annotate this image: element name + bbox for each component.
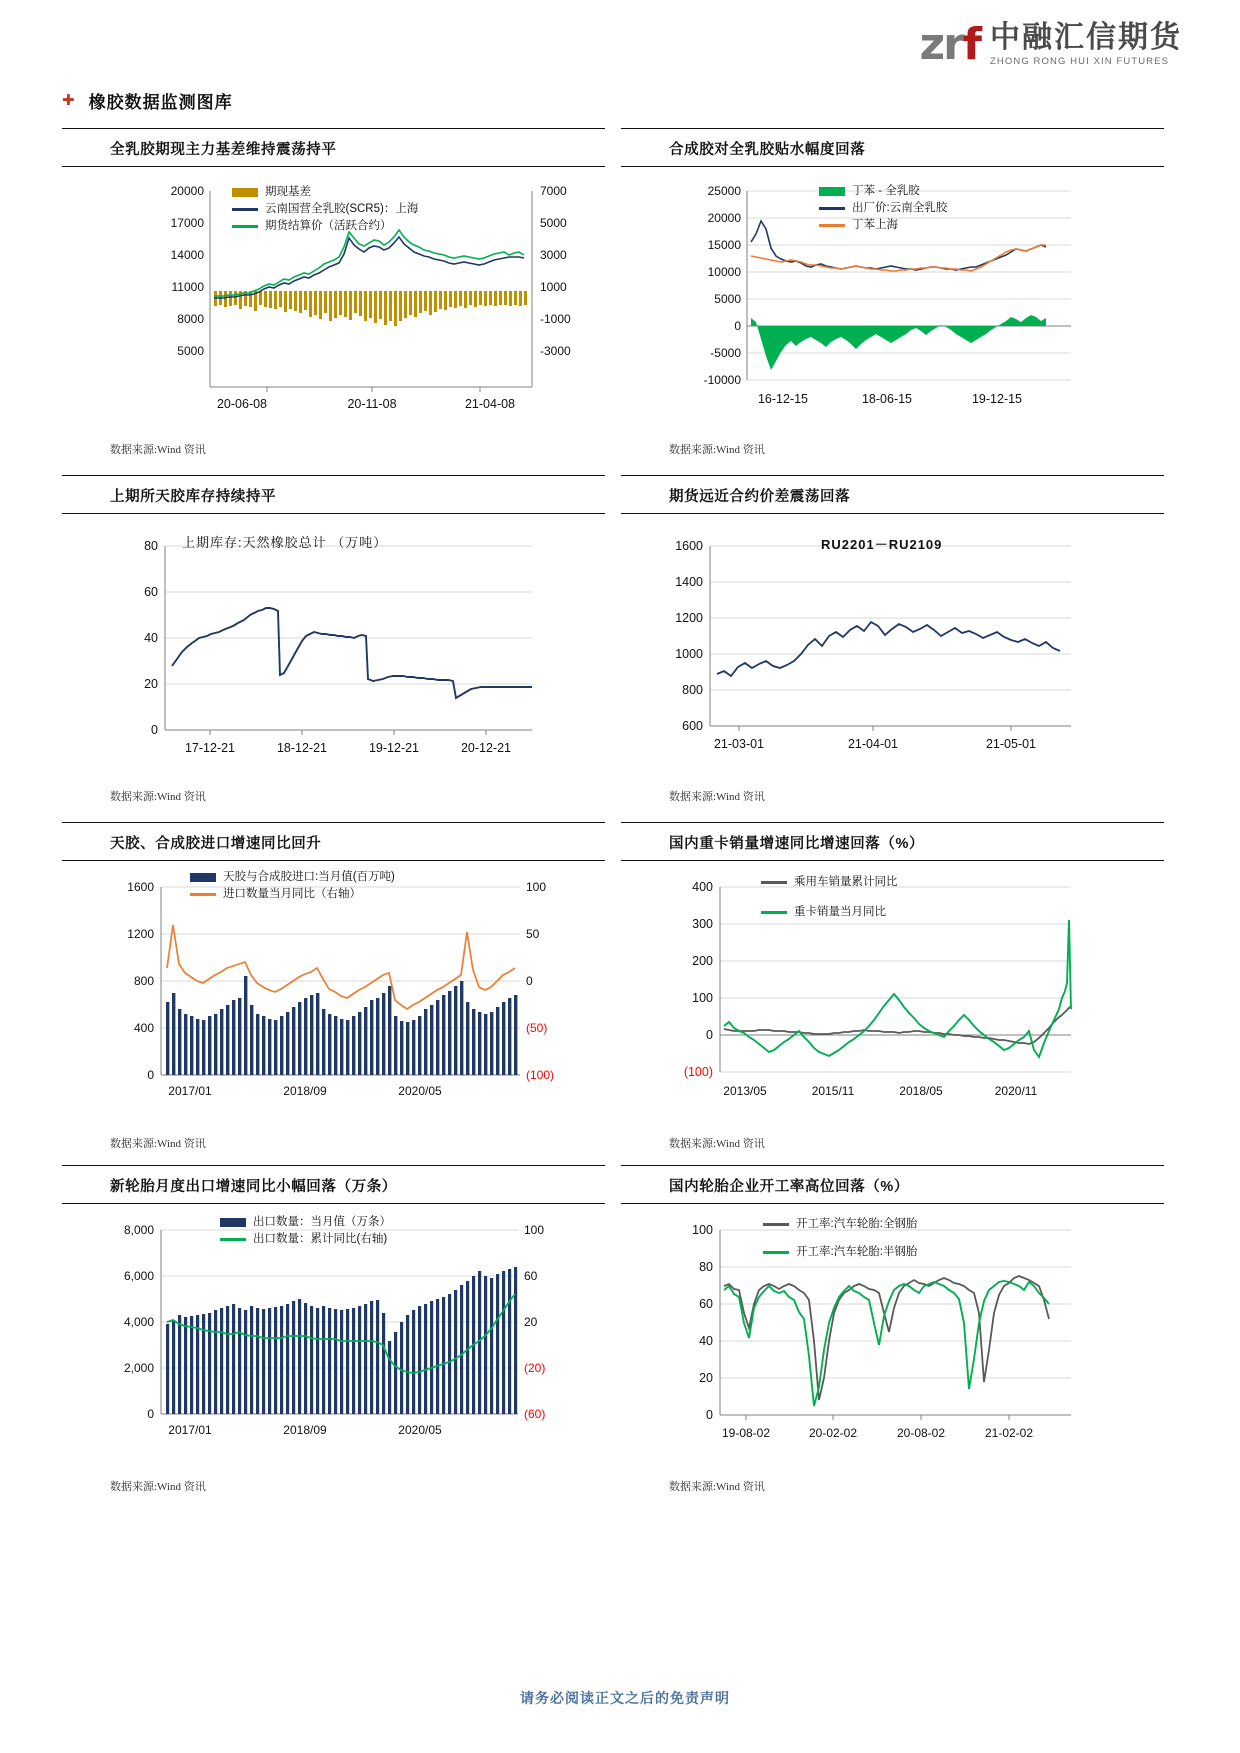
legend-label: 丁苯上海 xyxy=(852,219,898,231)
svg-text:2017/01: 2017/01 xyxy=(168,1084,212,1098)
brand-logo xyxy=(919,18,1182,70)
brand-mark-left: zr xyxy=(919,18,963,70)
svg-text:19-08-02: 19-08-02 xyxy=(721,1426,771,1440)
svg-text:17-12-21: 17-12-21 xyxy=(184,741,236,755)
svg-text:-1000: -1000 xyxy=(540,312,571,326)
chart-panel-5 xyxy=(62,822,621,1151)
chart-title-4: 期货远近合约价差震荡回落 xyxy=(621,475,1164,514)
svg-text:60: 60 xyxy=(699,1297,713,1311)
chart-source-4: 数据来源:Wind 资讯 xyxy=(669,791,765,803)
svg-text:-3000: -3000 xyxy=(540,344,571,358)
chart-title-2: 合成胶对全乳胶贴水幅度回落 xyxy=(621,128,1164,167)
svg-text:2017/01: 2017/01 xyxy=(168,1423,212,1437)
svg-text:20: 20 xyxy=(524,1315,538,1329)
legend-swatch xyxy=(763,1251,789,1254)
chart-panel-6 xyxy=(621,822,1180,1151)
legend-swatch xyxy=(220,1218,246,1227)
svg-text:18-12-21: 18-12-21 xyxy=(276,741,328,755)
svg-text:(50): (50) xyxy=(526,1021,548,1035)
svg-text:60: 60 xyxy=(524,1269,538,1283)
svg-text:2,000: 2,000 xyxy=(123,1361,154,1375)
chart-source-5: 数据来源:Wind 资讯 xyxy=(110,1138,206,1150)
legend-label: 乘用车销量累计同比 xyxy=(794,876,898,888)
svg-text:2018/09: 2018/09 xyxy=(283,1423,327,1437)
chart-title-7: 新轮胎月度出口增速同比小幅回落（万条） xyxy=(62,1165,605,1204)
svg-text:16-12-15: 16-12-15 xyxy=(757,392,809,406)
chart-row-3 xyxy=(62,822,1180,1151)
svg-text:1000: 1000 xyxy=(675,647,703,661)
chart-legend-5 xyxy=(190,871,395,905)
chart-source-2: 数据来源:Wind 资讯 xyxy=(669,444,765,456)
svg-text:0: 0 xyxy=(706,1408,713,1422)
svg-text:21-04-01: 21-04-01 xyxy=(847,737,899,751)
svg-text:40: 40 xyxy=(699,1334,713,1348)
svg-text:400: 400 xyxy=(133,1021,154,1035)
chart-panel-7 xyxy=(62,1165,621,1494)
legend-label: 重卡销量当月同比 xyxy=(794,906,886,918)
svg-text:60: 60 xyxy=(144,585,158,599)
chart-legend-7 xyxy=(220,1216,391,1250)
svg-text:14000: 14000 xyxy=(170,248,204,262)
svg-text:2018/09: 2018/09 xyxy=(283,1084,327,1098)
svg-text:-10000: -10000 xyxy=(703,373,741,387)
chart-svg-4 xyxy=(621,524,1161,774)
chart-row-1 xyxy=(62,128,1180,457)
svg-text:-5000: -5000 xyxy=(710,346,741,360)
chart-source-8: 数据来源:Wind 资讯 xyxy=(669,1481,765,1493)
legend-swatch xyxy=(232,208,258,211)
legend-label: 云南国营全乳胶(SCR5)：上海 xyxy=(265,203,419,215)
chart-canvas-8 xyxy=(621,1214,1180,1472)
svg-text:21-05-01: 21-05-01 xyxy=(985,737,1037,751)
svg-text:(100): (100) xyxy=(683,1065,713,1079)
svg-text:20-11-08: 20-11-08 xyxy=(347,397,397,411)
svg-text:1000: 1000 xyxy=(540,280,567,294)
chart-source-3: 数据来源:Wind 资讯 xyxy=(110,791,206,803)
svg-text:2018/05: 2018/05 xyxy=(899,1084,943,1098)
legend-swatch xyxy=(190,893,216,896)
svg-text:5000: 5000 xyxy=(540,216,567,230)
svg-text:18-06-15: 18-06-15 xyxy=(861,392,913,406)
legend-swatch xyxy=(232,225,258,228)
chart-title-8: 国内轮胎企业开工率高位回落（%） xyxy=(621,1165,1164,1204)
svg-text:17000: 17000 xyxy=(170,216,204,230)
legend-swatch xyxy=(819,187,845,196)
chart-canvas-6 xyxy=(621,871,1180,1129)
chart-canvas-4 xyxy=(621,524,1180,782)
svg-text:3000: 3000 xyxy=(540,248,567,262)
legend-swatch xyxy=(232,188,258,197)
svg-text:0: 0 xyxy=(526,974,533,988)
svg-text:1200: 1200 xyxy=(675,611,703,625)
svg-text:25000: 25000 xyxy=(707,184,741,198)
svg-text:0: 0 xyxy=(734,319,741,333)
legend-swatch xyxy=(220,1238,246,1241)
chart-svg-3 xyxy=(62,524,602,774)
svg-text:200: 200 xyxy=(692,954,713,968)
legend-swatch xyxy=(763,1223,789,1226)
svg-text:80: 80 xyxy=(699,1260,713,1274)
svg-text:400: 400 xyxy=(692,880,713,894)
svg-text:19-12-21: 19-12-21 xyxy=(368,741,420,755)
svg-text:100: 100 xyxy=(692,1223,713,1237)
chart-panel-3 xyxy=(62,475,621,804)
chart-title-3: 上期所天胶库存持续持平 xyxy=(62,475,605,514)
legend-swatch xyxy=(761,911,787,914)
chart-title-5: 天胶、合成胶进口增速同比回升 xyxy=(62,822,605,861)
svg-text:40: 40 xyxy=(144,631,158,645)
svg-text:2020/11: 2020/11 xyxy=(994,1084,1038,1098)
svg-text:2013/05: 2013/05 xyxy=(723,1084,767,1098)
chart-source-6: 数据来源:Wind 资讯 xyxy=(669,1138,765,1150)
footer-note xyxy=(0,1688,1240,1708)
svg-text:20000: 20000 xyxy=(707,211,741,225)
legend-label: 进口数量当月同比（右轴） xyxy=(223,888,361,900)
svg-text:(100): (100) xyxy=(526,1068,555,1082)
svg-text:21-04-08: 21-04-08 xyxy=(464,397,516,411)
chart-canvas-2 xyxy=(621,177,1180,435)
svg-text:(20): (20) xyxy=(524,1361,546,1375)
svg-text:1200: 1200 xyxy=(127,927,154,941)
chart-legend-6 xyxy=(761,876,898,923)
svg-text:1600: 1600 xyxy=(127,880,154,894)
svg-text:1400: 1400 xyxy=(675,575,703,589)
chart-panel-4 xyxy=(621,475,1180,804)
svg-text:20-06-08: 20-06-08 xyxy=(216,397,268,411)
svg-text:0: 0 xyxy=(147,1407,154,1421)
svg-text:21-02-02: 21-02-02 xyxy=(984,1426,1034,1440)
brand-mark xyxy=(919,18,980,70)
svg-text:10000: 10000 xyxy=(707,265,741,279)
svg-text:0: 0 xyxy=(151,723,158,737)
svg-text:6,000: 6,000 xyxy=(123,1269,154,1283)
legend-label: 出口数量：累计同比(右轴) xyxy=(253,1233,388,1245)
svg-text:20000: 20000 xyxy=(170,184,204,198)
chart-source-1: 数据来源:Wind 资讯 xyxy=(110,444,206,456)
chart-panel-2 xyxy=(621,128,1180,457)
chart-title-1: 全乳胶期现主力基差维持震荡持平 xyxy=(62,128,605,167)
svg-text:11000: 11000 xyxy=(171,280,204,294)
legend-label: 期现基差 xyxy=(265,186,311,198)
chart-canvas-7 xyxy=(62,1214,621,1472)
svg-text:100: 100 xyxy=(526,880,547,894)
chart-canvas-1 xyxy=(62,177,621,435)
svg-text:19-12-15: 19-12-15 xyxy=(971,392,1023,406)
svg-text:100: 100 xyxy=(524,1223,545,1237)
legend-label: 开工率:汽车轮胎:全钢胎 xyxy=(796,1218,918,1230)
svg-text:20: 20 xyxy=(144,677,158,691)
svg-text:5000: 5000 xyxy=(177,344,204,358)
chart-legend-2 xyxy=(819,185,947,236)
chart-row-4 xyxy=(62,1165,1180,1494)
charts-grid xyxy=(62,128,1180,1494)
svg-text:4,000: 4,000 xyxy=(123,1315,154,1329)
svg-text:2020/05: 2020/05 xyxy=(398,1423,442,1437)
svg-text:800: 800 xyxy=(133,974,154,988)
svg-text:100: 100 xyxy=(692,991,713,1005)
svg-text:80: 80 xyxy=(144,539,158,553)
chart-title-6: 国内重卡销量增速同比增速回落（%） xyxy=(621,822,1164,861)
page-title-row xyxy=(62,88,233,113)
chart-svg-5 xyxy=(62,871,602,1121)
legend-swatch xyxy=(819,224,845,227)
page-title: 橡胶数据监测图库 xyxy=(88,93,233,112)
svg-text:0: 0 xyxy=(706,1028,713,1042)
svg-text:5000: 5000 xyxy=(714,292,741,306)
legend-label: 出口数量：当月值（万条） xyxy=(253,1216,391,1228)
page-header xyxy=(0,0,1240,88)
svg-text:50: 50 xyxy=(526,927,540,941)
plus-icon: ✚ xyxy=(62,92,75,109)
svg-text:20-02-02: 20-02-02 xyxy=(808,1426,858,1440)
svg-text:20-08-02: 20-08-02 xyxy=(896,1426,946,1440)
legend-label: 出厂价:云南全乳胶 xyxy=(852,202,948,214)
legend-label: 丁苯 - 全乳胶 xyxy=(852,185,920,197)
chart-legend-8 xyxy=(763,1218,917,1263)
chart-canvas-3 xyxy=(62,524,621,782)
footer-text: 请务必阅读正文之后的免责声明 xyxy=(520,1690,730,1706)
svg-text:600: 600 xyxy=(682,719,703,733)
brand-name-en: ZHONG RONG HUI XIN FUTURES xyxy=(990,56,1170,67)
svg-text:800: 800 xyxy=(682,683,703,697)
svg-text:21-03-01: 21-03-01 xyxy=(713,737,765,751)
svg-text:2015/11: 2015/11 xyxy=(811,1084,855,1098)
svg-text:7000: 7000 xyxy=(540,184,567,198)
svg-text:20-12-21: 20-12-21 xyxy=(460,741,512,755)
legend-swatch xyxy=(761,881,787,884)
svg-text:300: 300 xyxy=(692,917,713,931)
svg-text:8,000: 8,000 xyxy=(123,1223,154,1237)
chart-panel-1 xyxy=(62,128,621,457)
chart-row-2 xyxy=(62,475,1180,804)
svg-text:20: 20 xyxy=(699,1371,713,1385)
brand-mark-right: f xyxy=(962,18,980,70)
chart-source-7: 数据来源:Wind 资讯 xyxy=(110,1481,206,1493)
svg-text:1600: 1600 xyxy=(675,539,703,553)
svg-text:(60): (60) xyxy=(524,1407,546,1421)
svg-text:15000: 15000 xyxy=(707,238,741,252)
legend-label: 开工率:汽车轮胎:半钢胎 xyxy=(796,1246,918,1258)
legend-swatch xyxy=(190,873,216,882)
svg-text:0: 0 xyxy=(147,1068,154,1082)
chart-annotation-4: RU2201－RU2109 xyxy=(821,537,943,552)
svg-text:2020/05: 2020/05 xyxy=(398,1084,442,1098)
legend-label: 期货结算价（活跃合约） xyxy=(265,220,392,232)
chart-annotation-3: 上期库存:天然橡胶总计 （万吨） xyxy=(182,535,388,550)
svg-text:8000: 8000 xyxy=(177,312,204,326)
legend-label: 天胶与合成胶进口:当月值(百万吨) xyxy=(223,871,395,883)
legend-swatch xyxy=(819,207,845,210)
brand-name-cn: 中融汇信期货 xyxy=(990,21,1182,54)
chart-canvas-5 xyxy=(62,871,621,1129)
chart-panel-8 xyxy=(621,1165,1180,1494)
chart-svg-7 xyxy=(62,1214,602,1464)
chart-legend-1 xyxy=(232,186,418,237)
